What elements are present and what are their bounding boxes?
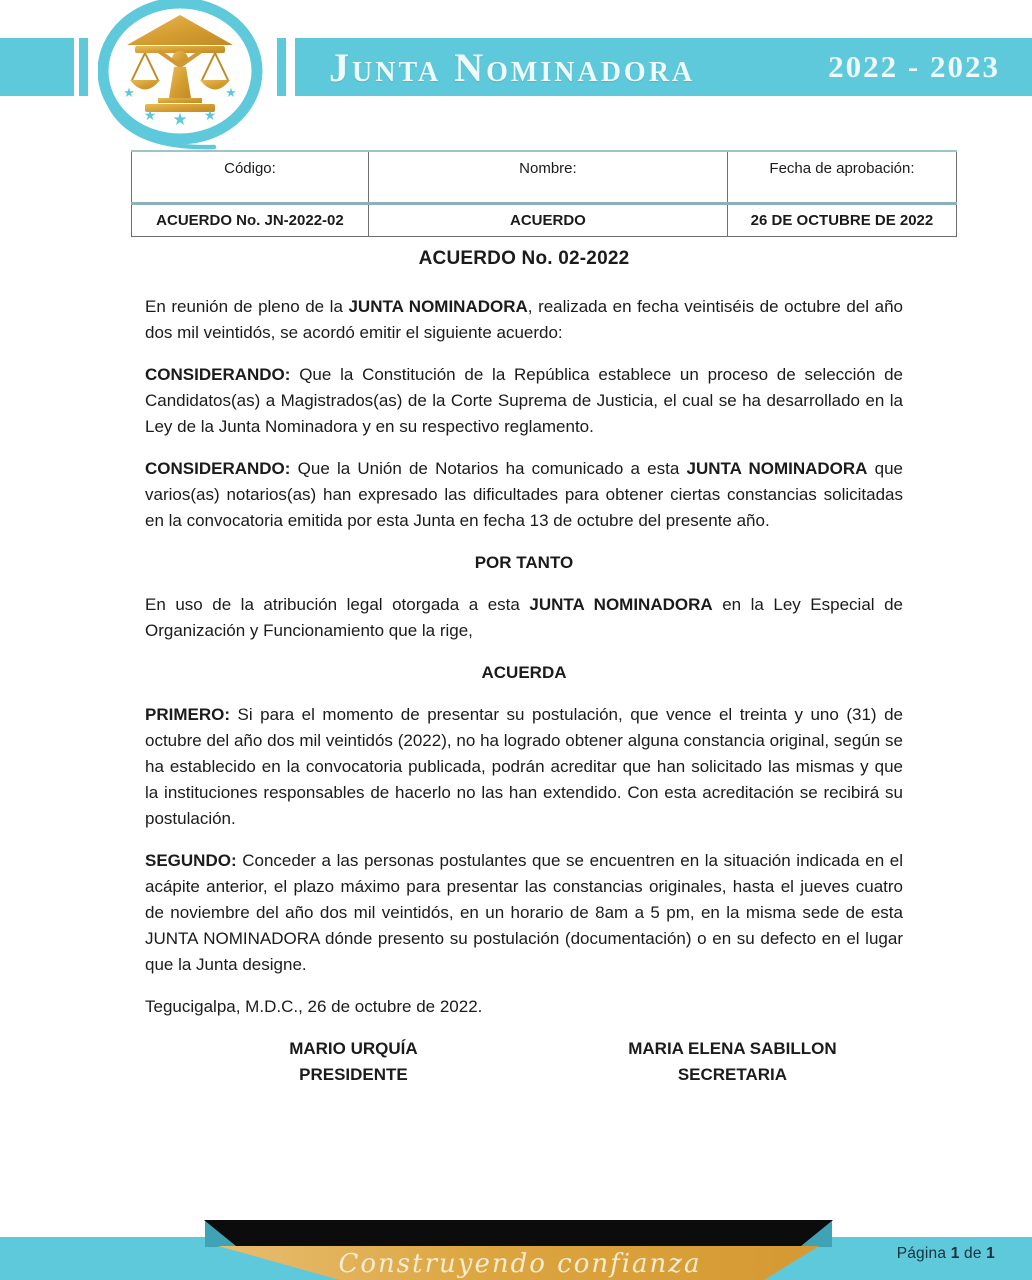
signature-role: PRESIDENTE bbox=[299, 1065, 408, 1084]
org-title: Junta Nominadora bbox=[329, 44, 696, 90]
document-body bbox=[145, 248, 903, 1088]
page-indicator-prefix: Página bbox=[896, 1245, 951, 1262]
signature-block bbox=[145, 1036, 903, 1088]
heading-acuerda: ACUERDA bbox=[481, 663, 567, 682]
paragraph-primero: PRIMERO: Si para el momento de presentar su postulación, que vence el treinta y uno (31) de octubre del año dos mil veintidós (2022), no ha logrado obtener alguna constancia original, según se ha establecido en la convocatoria publicada, podrán acreditar que han solicitado las mismas y que la instituciones responsables de hacerlo no las han extendido. Con esta acreditación se recibirá su postulación. bbox=[145, 705, 903, 828]
signature-secretary bbox=[562, 1036, 903, 1088]
document-meta-table bbox=[131, 150, 957, 237]
signature-name: MARIO URQUÍA bbox=[289, 1039, 418, 1058]
justice-scales-logo-icon bbox=[98, 0, 264, 152]
star-icon: ★ bbox=[203, 107, 217, 123]
header-band-left-segment bbox=[0, 38, 74, 96]
header-band-left-bar bbox=[79, 38, 88, 96]
meta-table-value-row bbox=[132, 204, 957, 237]
paragraph-considerando-2: CONSIDERANDO: Que la Unión de Notarios ha comunicado a esta JUNTA NOMINADORA que varios(as) notarios(as) han expresado las dificultades para obtener ciertas constancias solicitadas en la convocatoria emitida por esta Junta en fecha 13 de octubre del presente año. bbox=[145, 459, 904, 530]
meta-header-codigo: Código: bbox=[132, 151, 369, 204]
heading-por-tanto: POR TANTO bbox=[474, 553, 574, 572]
document-title: ACUERDO No. 02-2022 bbox=[418, 248, 630, 269]
signature-president bbox=[145, 1036, 562, 1088]
paragraph-intro: En reunión de pleno de la JUNTA NOMINADORA, realizada en fecha veintiséis de octubre del año dos mil veintidós, se acordó emitir el siguiente acuerdo: bbox=[145, 297, 903, 342]
meta-header-fecha: Fecha de aprobación: bbox=[727, 151, 956, 204]
meta-value-nombre: ACUERDO bbox=[368, 204, 727, 237]
star-icon: ★ bbox=[225, 85, 237, 100]
paragraph-segundo: SEGUNDO: Conceder a las personas postulantes que se encuentren en la situación indicada en el acápite anterior, el plazo máximo para presentar las constancias originales, hasta el jueves cuatro de noviembre del año dos mil veintidós, en un horario de 8am a 5 pm, en la misma sede de esta JUNTA NOMINADORA dónde presento su postulación (documentación) o en su defecto en el lugar que la Junta designe. bbox=[145, 851, 903, 974]
header-banner bbox=[295, 38, 1032, 96]
page-indicator bbox=[897, 1245, 995, 1263]
meta-header-nombre: Nombre: bbox=[368, 151, 727, 204]
signature-role: SECRETARIA bbox=[677, 1065, 788, 1084]
page-indicator-separator: de bbox=[959, 1245, 987, 1262]
paragraph-en-uso: En uso de la atribución legal otorgada a esta JUNTA NOMINADORA en la Ley Especial de Organización y Funcionamiento que la rige, bbox=[145, 595, 903, 640]
header-band-right-bar bbox=[277, 38, 286, 96]
meta-value-codigo: ACUERDO No. JN-2022-02 bbox=[132, 204, 369, 237]
star-icon: ★ bbox=[172, 110, 188, 129]
page-current: 1 bbox=[950, 1245, 960, 1262]
page-total: 1 bbox=[986, 1245, 995, 1262]
paragraph-considerando-1: CONSIDERANDO: Que la Constitución de la República establece un proceso de selección de Candidatos(as) a Magistrados(as) de la Corte Suprema de Justicia, el cual se ha desarrollado en la Ley de la Junta Nominadora y en su respectivo reglamento. bbox=[145, 365, 903, 436]
meta-value-fecha: 26 DE OCTUBRE DE 2022 bbox=[727, 204, 956, 237]
period-label: 2022 - 2023 bbox=[828, 49, 1000, 84]
meta-table-header-row bbox=[132, 151, 957, 204]
footer-slogan: Construyendo confianza bbox=[338, 1249, 702, 1279]
star-icon: ★ bbox=[123, 85, 135, 100]
signature-name: MARIA ELENA SABILLON bbox=[628, 1039, 837, 1058]
star-icon: ★ bbox=[143, 107, 157, 123]
footer-ribbon bbox=[0, 1214, 1032, 1280]
paragraph-place-date: Tegucigalpa, M.D.C., 26 de octubre de 2022. bbox=[145, 997, 483, 1016]
